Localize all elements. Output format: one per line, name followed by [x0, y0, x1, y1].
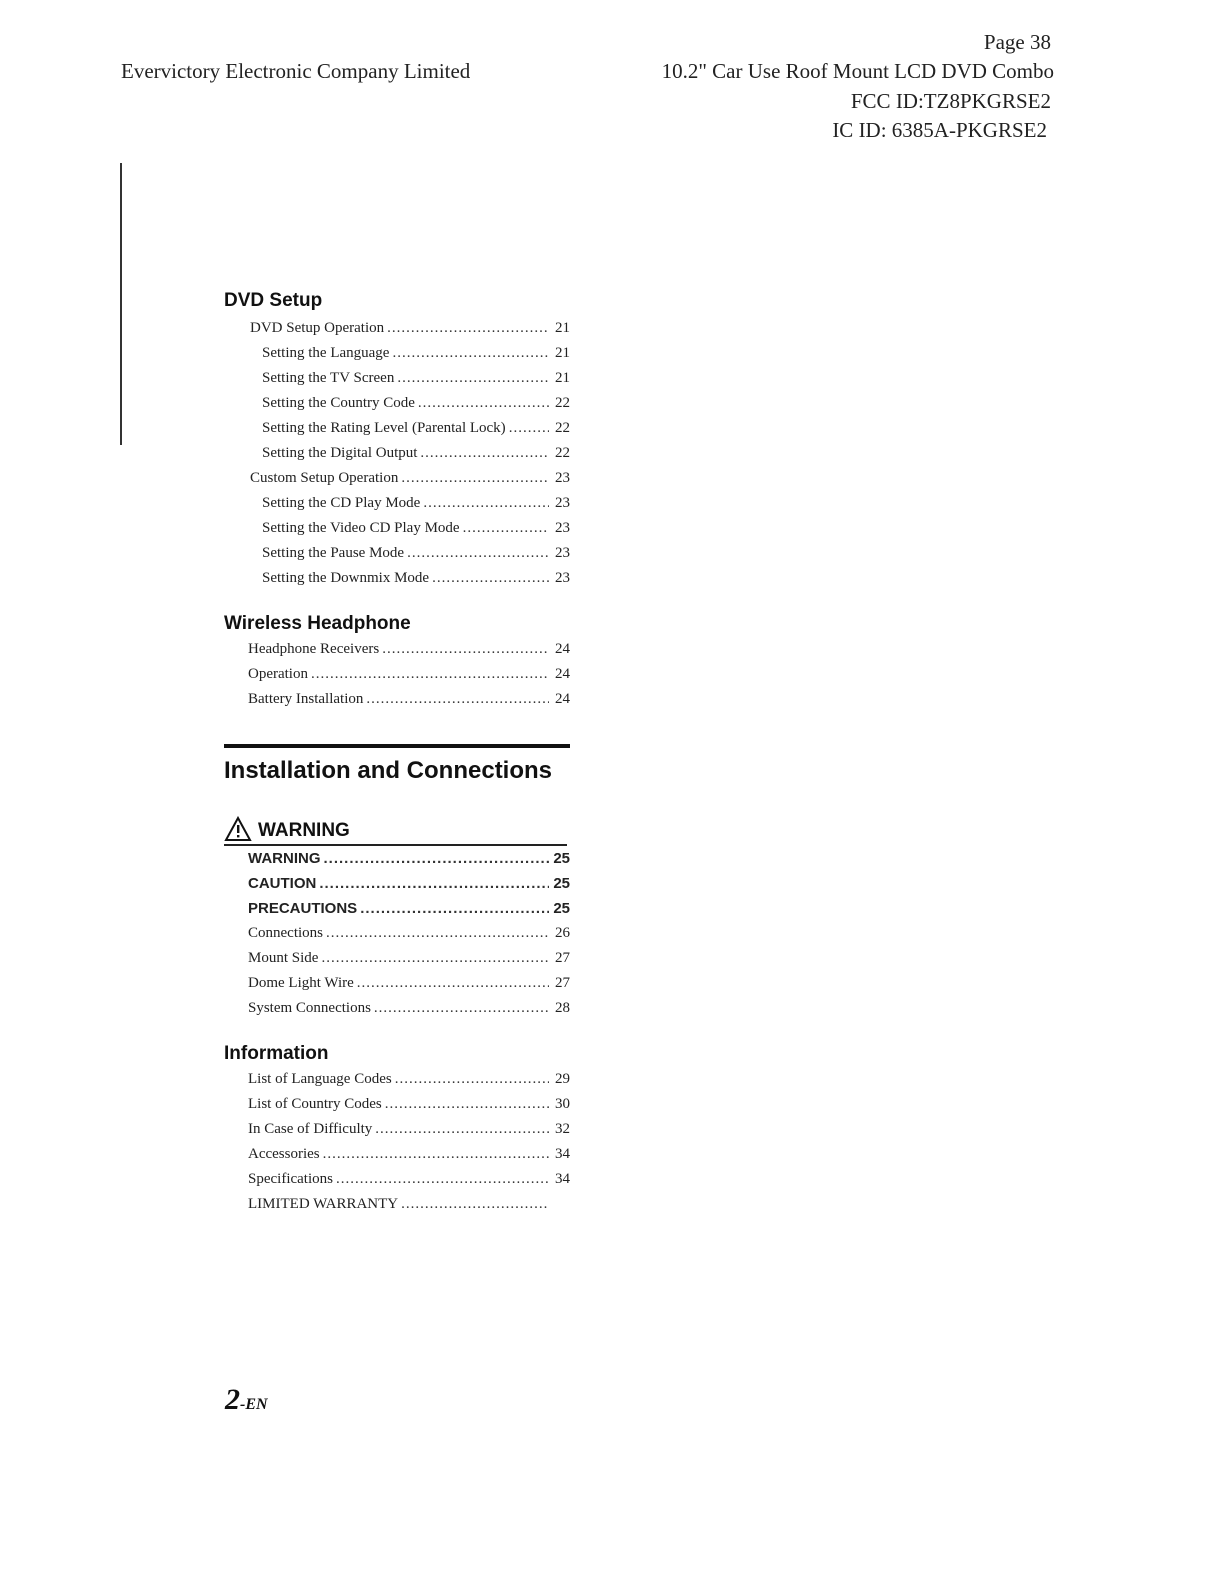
toc-entry-page: 24 [555, 666, 570, 682]
toc-entry [224, 1092, 570, 1117]
toc-leader-dots [420, 441, 549, 466]
toc-entry-label: DVD Setup Operation [250, 320, 385, 336]
toc-leader-dots [324, 846, 550, 871]
toc-entry-page: 22 [555, 395, 570, 411]
toc-entry-label: Connections [248, 925, 323, 941]
toc-entry-page: 23 [555, 495, 570, 511]
toc-entry-label: List of Country Codes [248, 1096, 382, 1112]
toc-entry-page: 21 [555, 370, 570, 386]
toc-leader-dots [382, 637, 549, 662]
toc-entry-page: 23 [555, 545, 570, 561]
section-heading-dvd-setup: DVD Setup [224, 290, 323, 311]
toc-entry-label: Headphone Receivers [248, 641, 380, 657]
toc-entry-page: 23 [555, 570, 570, 586]
toc-entry-page: 28 [555, 1000, 570, 1016]
toc-entry-page: 24 [555, 641, 570, 657]
scan-margin-line [120, 163, 122, 445]
warning-heading-row [224, 816, 567, 846]
toc-entry [224, 391, 570, 416]
toc-entry-page: 24 [555, 691, 570, 707]
toc-entry-label: Dome Light Wire [248, 975, 354, 991]
toc-leader-dots [326, 921, 549, 946]
toc-entry [224, 946, 570, 971]
toc-entry [224, 921, 570, 946]
installation-list [224, 846, 570, 1021]
toc-entry [224, 441, 570, 466]
toc-leader-dots [509, 416, 549, 441]
toc-entry-label: LIMITED WARRANTY [248, 1196, 399, 1212]
toc-entry [224, 316, 570, 341]
toc-entry-label: PRECAUTIONS [248, 900, 358, 917]
toc-entry-label: Setting the Country Code [262, 395, 415, 411]
toc-entry-label: In Case of Difficulty [248, 1121, 373, 1137]
toc-entry [224, 662, 570, 687]
toc-leader-dots [401, 466, 549, 491]
toc-leader-dots [432, 566, 549, 591]
toc-leader-dots [319, 871, 549, 896]
product-name: 10.2" Car Use Roof Mount LCD DVD Combo [661, 59, 1054, 83]
section-divider [224, 744, 570, 748]
toc-entry-label: CAUTION [248, 875, 317, 892]
toc-leader-dots [418, 391, 549, 416]
toc-entry [224, 1067, 570, 1092]
toc-entry-label: Battery Installation [248, 691, 364, 707]
toc-leader-dots [423, 491, 549, 516]
warning-triangle-icon [224, 816, 252, 842]
toc-entry-page: 25 [553, 850, 570, 867]
toc-entry-page: 34 [555, 1171, 570, 1187]
toc-entry-label: Setting the CD Play Mode [262, 495, 421, 511]
toc-leader-dots [323, 1142, 549, 1167]
toc-leader-dots [360, 896, 549, 921]
toc-entry-label: Setting the Video CD Play Mode [262, 520, 460, 536]
toc-entry [224, 896, 570, 921]
toc-entry-page: 26 [555, 925, 570, 941]
toc-leader-dots [397, 366, 549, 391]
toc-entry [224, 687, 570, 712]
wireless-headphone-list [224, 637, 570, 712]
toc-entry-label: WARNING [248, 850, 321, 867]
toc-entry-page: 23 [555, 520, 570, 536]
footer-page-number: 2 [225, 1383, 240, 1416]
toc-entry-page: 22 [555, 420, 570, 436]
toc-entry-label: Custom Setup Operation [250, 470, 399, 486]
toc-entry-page: 22 [555, 445, 570, 461]
toc-entry [224, 1142, 570, 1167]
toc-entry-label: Setting the Pause Mode [262, 545, 405, 561]
warning-heading: WARNING [258, 820, 350, 841]
toc-entry-label: Accessories [248, 1146, 320, 1162]
toc-entry-page: 29 [555, 1071, 570, 1087]
toc-entry-label: Setting the Rating Level (Parental Lock) [262, 420, 506, 436]
toc-entry-label: Setting the TV Screen [262, 370, 395, 386]
toc-leader-dots [407, 541, 549, 566]
toc-leader-dots [395, 1067, 549, 1092]
toc-entry-page: 27 [555, 975, 570, 991]
ic-id: IC ID: 6385A-PKGRSE2 [832, 118, 1047, 142]
toc-entry-page: 34 [555, 1146, 570, 1162]
toc-entry [224, 366, 570, 391]
toc-entry [224, 996, 570, 1021]
chapter-title-installation: Installation and Connections [224, 757, 553, 784]
toc-entry-page: 21 [555, 345, 570, 361]
toc-entry [224, 871, 570, 896]
toc-entry-page: 25 [553, 875, 570, 892]
toc-entry-page: 32 [555, 1121, 570, 1137]
toc-entry-page: 27 [555, 950, 570, 966]
toc-entry [224, 341, 570, 366]
toc-entry [224, 516, 570, 541]
toc-entry [224, 491, 570, 516]
table-of-contents [224, 288, 570, 1217]
toc-leader-dots [336, 1167, 549, 1192]
toc-entry [224, 541, 570, 566]
dvd-setup-list [224, 316, 570, 591]
toc-entry [224, 566, 570, 591]
toc-entry [224, 416, 570, 441]
page-number: Page 38 [983, 30, 1051, 54]
toc-entry [224, 466, 570, 491]
toc-leader-dots [392, 341, 549, 366]
toc-leader-dots [374, 996, 549, 1021]
toc-entry [224, 1192, 570, 1217]
toc-leader-dots [401, 1192, 549, 1217]
company-name: Evervictory Electronic Company Limited [121, 59, 471, 83]
toc-entry [224, 1117, 570, 1142]
toc-entry-label: List of Language Codes [248, 1071, 392, 1087]
toc-entry [224, 971, 570, 996]
toc-entry-label: Setting the Digital Output [262, 445, 418, 461]
toc-entry [224, 846, 570, 871]
toc-entry [224, 637, 570, 662]
toc-entry-label: Specifications [248, 1171, 333, 1187]
section-heading-information: Information [224, 1043, 329, 1064]
toc-entry-page: 23 [555, 470, 570, 486]
toc-leader-dots [463, 516, 549, 541]
toc-entry-label: Setting the Downmix Mode [262, 570, 430, 586]
toc-entry-page: 25 [553, 900, 570, 917]
toc-leader-dots [311, 662, 549, 687]
section-heading-wireless-headphone: Wireless Headphone [224, 613, 411, 634]
toc-leader-dots [321, 946, 549, 971]
toc-leader-dots [375, 1117, 549, 1142]
toc-leader-dots [357, 971, 549, 996]
toc-leader-dots [385, 1092, 549, 1117]
fcc-id: FCC ID:TZ8PKGRSE2 [850, 89, 1051, 113]
toc-entry-page: 30 [555, 1096, 570, 1112]
toc-entry-label: Setting the Language [262, 345, 390, 361]
information-list [224, 1067, 570, 1217]
toc-entry-label: System Connections [248, 1000, 371, 1016]
toc-leader-dots [387, 316, 549, 341]
toc-entry [224, 1167, 570, 1192]
toc-entry-page: 21 [555, 320, 570, 336]
toc-entry-label: Mount Side [248, 950, 319, 966]
footer-language-suffix: -EN [240, 1396, 268, 1413]
page-footer [225, 1383, 268, 1417]
toc-entry-label: Operation [248, 666, 308, 682]
toc-leader-dots [366, 687, 549, 712]
